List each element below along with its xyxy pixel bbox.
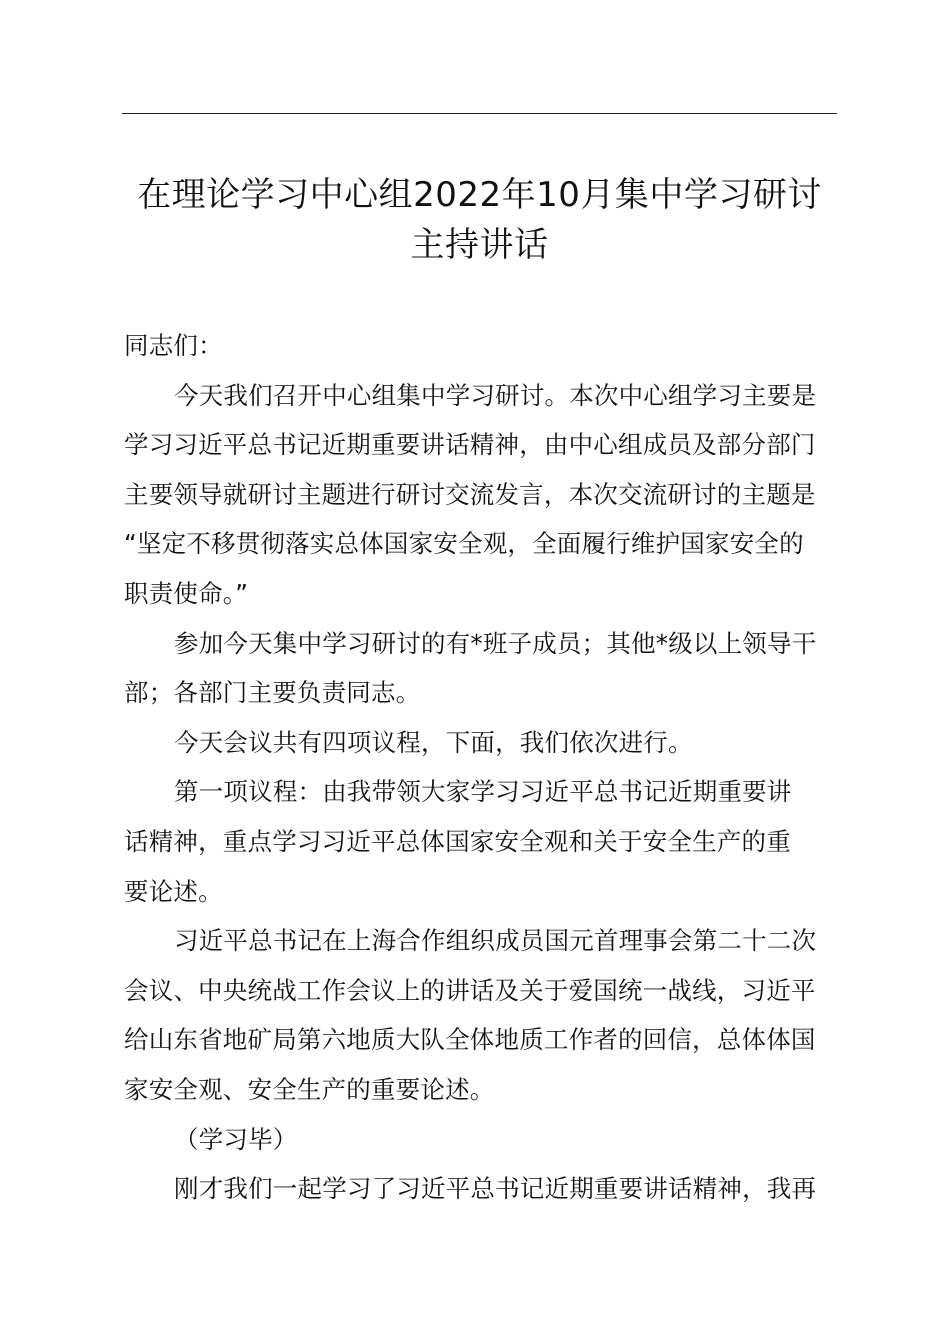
document-title-line-2: 主持讲话	[410, 225, 549, 265]
salutation: 同志们：	[124, 331, 223, 360]
body-line: 部；各部门主要负责同志。	[124, 678, 421, 708]
body-line: 参加今天集中学习研讨的有*班子成员；其他*级以上领导干	[174, 628, 817, 658]
body-line: 要论述。	[124, 876, 223, 906]
body-line: 给山东省地矿局第六地质大队全体地质工作者的回信，总体体国	[124, 1025, 816, 1055]
body-line: 学习习近平总书记近期重要讲话精神，由中心组成员及部分部门	[124, 430, 816, 460]
body-line: 话精神，重点学习习近平总体国家安全观和关于安全生产的重	[124, 826, 791, 856]
body-line: 会议、中央统战工作会议上的讲话及关于爱国统一战线，习近平	[124, 975, 816, 1005]
document-body	[124, 321, 840, 1214]
body-line: （学习毕）	[174, 1124, 298, 1154]
body-line: 习近平总书记在上海合作组织成员国元首理事会第二十二次	[174, 926, 817, 956]
body-line: 第一项议程：由我带领大家学习习近平总书记近期重要讲	[174, 777, 792, 807]
document-title-line-1: 在理论学习中心组2022年10月集中学习研讨	[137, 175, 822, 215]
body-line: 职责使命。”	[124, 578, 249, 608]
body-line: 家安全观、安全生产的重要论述。	[124, 1074, 495, 1104]
body-line: 今天会议共有四项议程，下面，我们依次进行。	[174, 727, 693, 757]
body-line: 今天我们召开中心组集中学习研讨。本次中心组学习主要是	[174, 380, 817, 410]
body-line: 主要领导就研讨主题进行研讨交流发言，本次交流研讨的主题是	[124, 479, 816, 509]
body-line: “坚定不移贯彻落实总体国家安全观，全面履行维护国家安全的	[124, 529, 804, 559]
top-rule	[122, 113, 837, 114]
body-line: 刚才我们一起学习了习近平总书记近期重要讲话精神，我再	[174, 1174, 817, 1204]
